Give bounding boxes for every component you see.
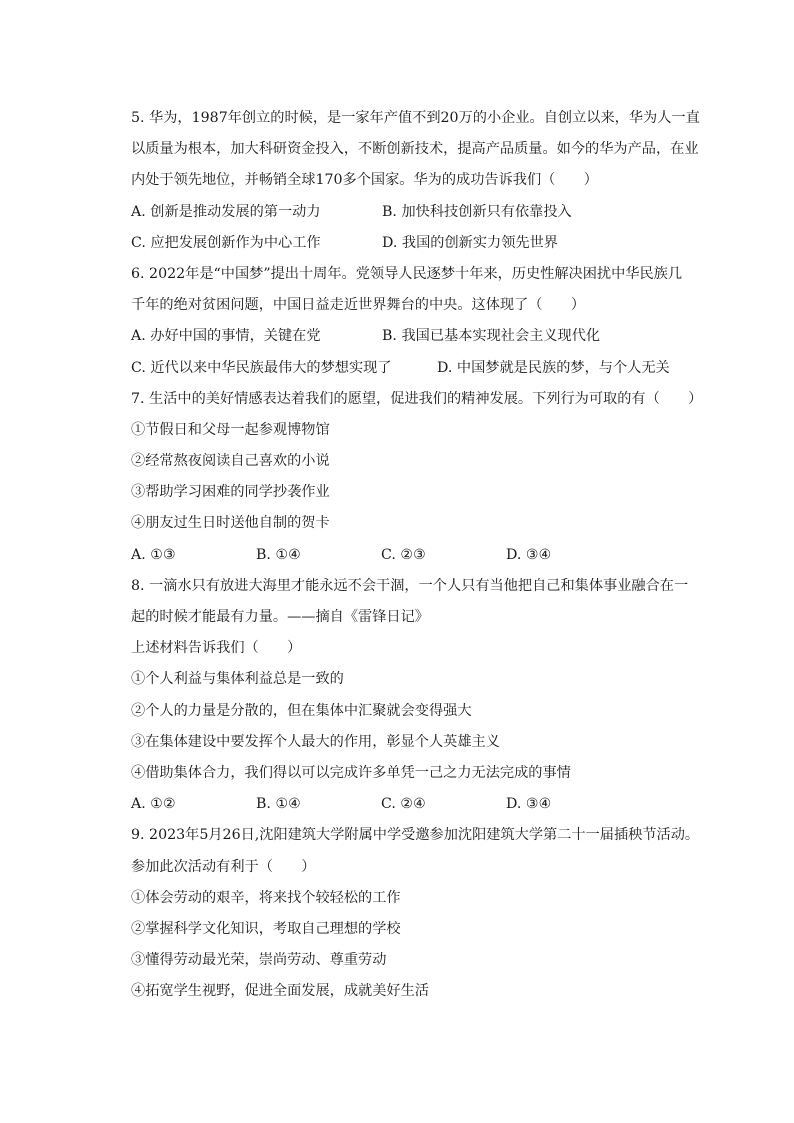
- question-7-options-row: [131, 540, 701, 571]
- question-6-option-c[interactable]: C. 近代以来中华民族最伟大的梦想实现了: [131, 359, 392, 376]
- question-5-option-b[interactable]: B. 加快科技创新只有依靠投入: [382, 203, 572, 220]
- question-5-option-a[interactable]: A. 创新是推动发展的第一动力: [131, 203, 321, 220]
- question-7: [131, 384, 701, 571]
- question-5-options-row-2: [131, 228, 701, 259]
- question-7-item-2: ②经常熬夜阅读自己喜欢的小说: [131, 453, 330, 470]
- question-7-item-3: ③帮助学习困难的同学抄袭作业: [131, 484, 330, 501]
- question-9-item-3: ③懂得劳动最光荣，崇尚劳动、尊重劳动: [131, 952, 387, 969]
- question-7-option-a[interactable]: A. ①③: [131, 546, 176, 563]
- question-8-item-1: ①个人利益与集体利益总是一致的: [131, 671, 344, 688]
- question-5-options-row-1: [131, 197, 701, 228]
- question-7-stem-line-1: 7. 生活中的美好情感表达着我们的愿望，促进我们的精神发展。下列行为可取的有（ ）: [131, 390, 703, 407]
- question-6-options-row-2: [131, 353, 701, 384]
- question-8-options-row: [131, 789, 701, 820]
- question-7-option-b[interactable]: B. ①④: [256, 546, 301, 563]
- question-8-item-4: ④借助集体合力，我们得以可以完成许多单凭一己之力无法完成的事情: [131, 764, 571, 781]
- question-6-option-a[interactable]: A. 办好中国的事情，关键在党: [131, 328, 321, 345]
- question-8-stem-line-3: 上述材料告诉我们（ ）: [131, 640, 302, 657]
- question-8-option-c[interactable]: C. ②④: [381, 796, 426, 813]
- question-6-stem-line-1: 6. 2022年是“中国梦”提出十周年。党领导人民逐梦十年来，历史性解决困扰中华民族几: [131, 265, 683, 282]
- question-5-option-c[interactable]: C. 应把发展创新作为中心工作: [131, 234, 321, 251]
- question-5-option-d[interactable]: D. 我国的创新实力领先世界: [382, 234, 558, 251]
- question-5-stem-line-3: 内处于领先地位，并畅销全球170多个国家。华为的成功告诉我们（ ）: [131, 172, 598, 189]
- question-6-option-b[interactable]: B. 我国已基本实现社会主义现代化: [382, 328, 601, 345]
- question-8: [131, 571, 701, 821]
- question-7-option-c[interactable]: C. ②③: [381, 546, 426, 563]
- question-6: [131, 259, 701, 384]
- question-8-stem-line-2: 起的时候才能最有力量。——摘自《雷锋日记》: [131, 609, 429, 625]
- question-5-stem-line-1: 5. 华为，1987年创立的时候，是一家年产值不到20万的小企业。自创立以来，华为人一直: [131, 110, 700, 126]
- question-7-item-4: ④朋友过生日时送他自制的贺卡: [131, 515, 330, 532]
- question-9: [131, 820, 701, 1007]
- question-8-option-a[interactable]: A. ①②: [131, 796, 176, 813]
- question-9-item-2: ②掌握科学文化知识，考取自己理想的学校: [131, 920, 401, 937]
- question-8-item-2: ②个人的力量是分散的，但在集体中汇聚就会变得强大: [131, 702, 472, 719]
- question-9-stem-line-1: 9. 2023年5月26日,沈阳建筑大学附属中学受邀参加沈阳建筑大学第二十一届插秧节活动。: [131, 827, 700, 844]
- question-5-stem-line-2: 以质量为根本，加大科研资金投入，不断创新技术，提高产品质量。如今的华为产品，在业: [131, 141, 699, 158]
- question-9-item-1: ①体会劳动的艰辛，将来找个较轻松的工作: [131, 889, 401, 906]
- question-8-stem-line-1: 8. 一滴水只有放进大海里才能永远不会干涸，一个人只有当他把自己和集体事业融合在一: [131, 577, 689, 594]
- question-list: [131, 103, 701, 1007]
- question-8-option-b[interactable]: B. ①④: [256, 796, 301, 813]
- question-8-option-d[interactable]: D. ③④: [506, 796, 552, 813]
- question-7-item-1: ①节假日和父母一起参观博物馆: [131, 421, 330, 438]
- question-5: [131, 103, 701, 259]
- question-6-stem-line-2: 千年的绝对贫困问题，中国日益走近世界舞台的中央。这体现了（ ）: [131, 297, 586, 314]
- question-8-item-3: ③在集体建设中要发挥个人最大的作用，彰显个人英雄主义: [131, 733, 500, 750]
- question-7-option-d[interactable]: D. ③④: [506, 546, 552, 563]
- question-6-options-row-1: [131, 321, 701, 352]
- question-9-stem-line-2: 参加此次活动有利于（ ）: [131, 858, 316, 875]
- question-9-item-4: ④拓宽学生视野，促进全面发展，成就美好生活: [131, 983, 429, 1000]
- question-6-option-d[interactable]: D. 中国梦就是民族的梦，与个人无关: [437, 359, 670, 376]
